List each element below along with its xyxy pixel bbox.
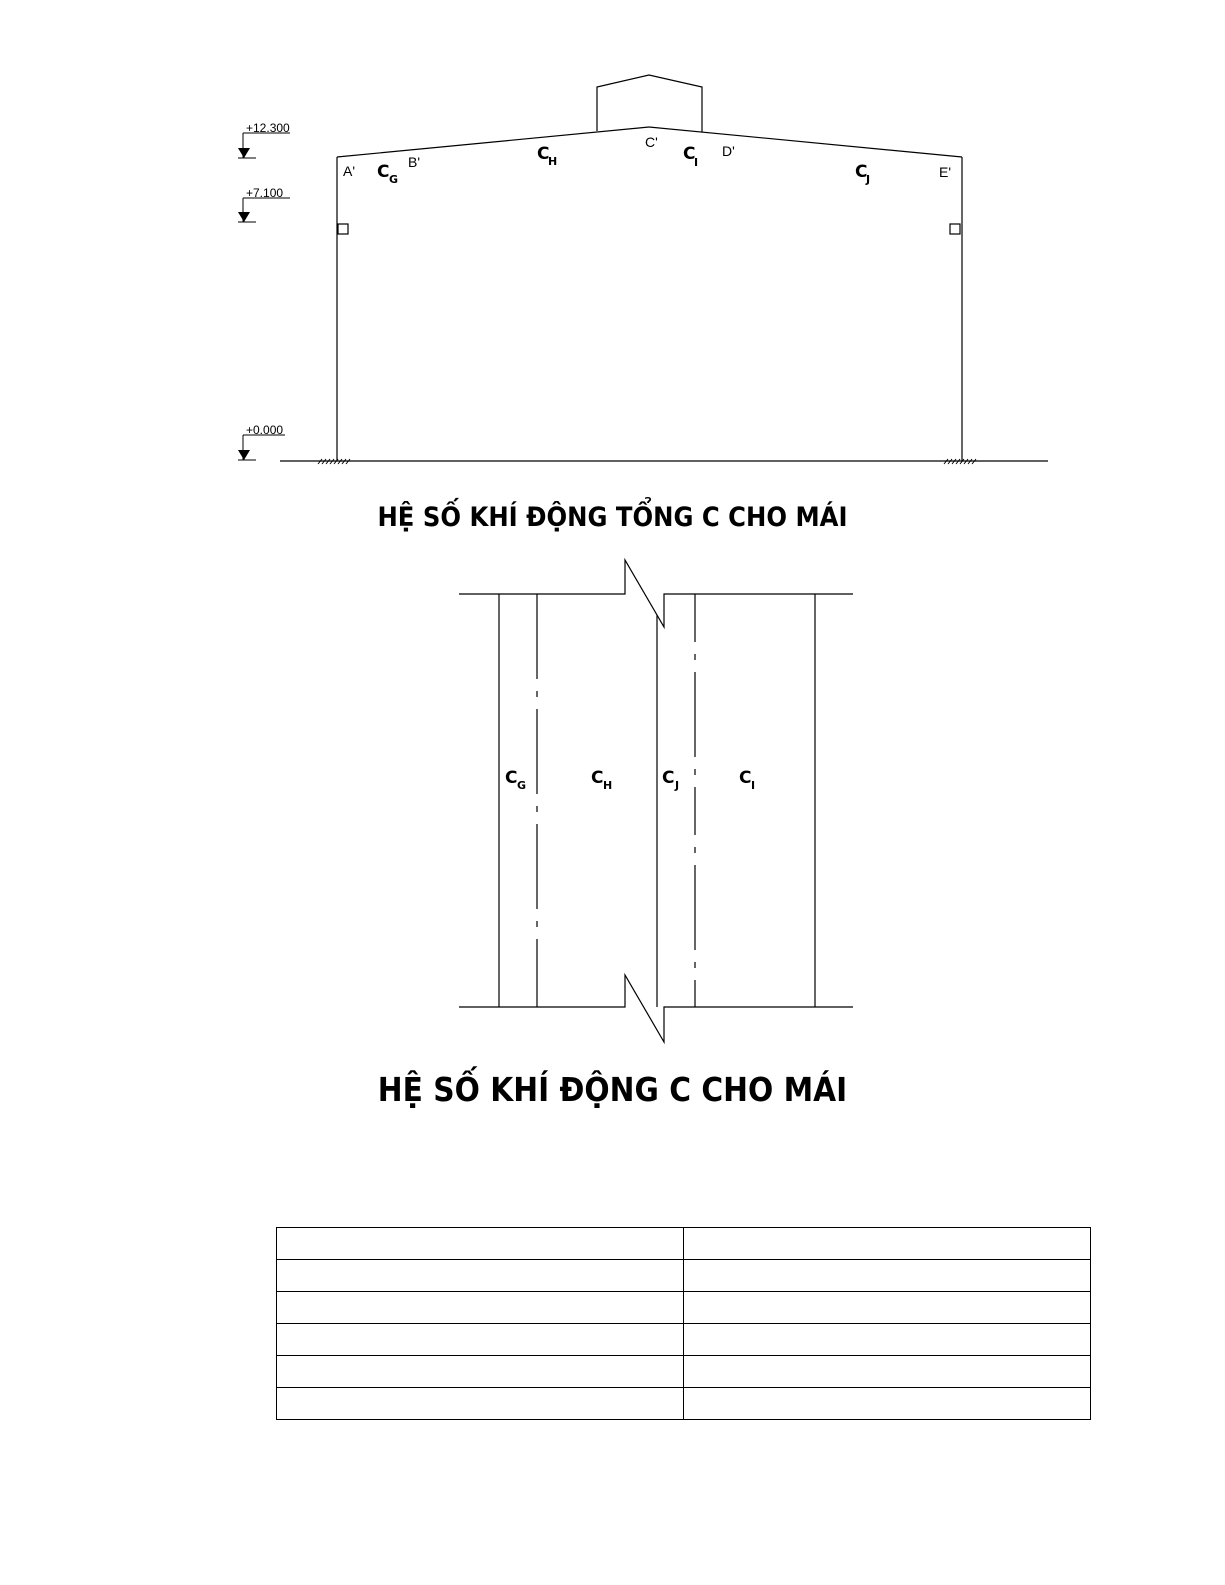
level-marker-7100 [238,186,290,222]
table-cell [684,1356,1091,1388]
ridge-vent [597,75,702,132]
coefficient-title: HỆ SỐ KHÍ ĐỘNG C CHO MÁI [377,1070,848,1109]
right-corbel [950,224,960,234]
left-rafter [337,127,649,157]
plan-coef-h [591,768,612,792]
table-row [277,1228,1091,1260]
level-label: +0.000 [246,423,284,437]
table-cell [684,1260,1091,1292]
point-d: D' [722,143,735,159]
svg-text:C: C [855,162,868,182]
table-row [277,1324,1091,1356]
table-row [277,1356,1091,1388]
plan-coef-g [505,768,526,792]
table-cell [684,1292,1091,1324]
point-c: C' [645,134,658,150]
table-row [277,1292,1091,1324]
svg-text:C: C [591,768,604,788]
svg-text:J: J [866,173,871,186]
coef-label-h [537,144,557,168]
table-row [277,1388,1091,1420]
svg-text:J: J [675,779,680,792]
table-row [277,1260,1091,1292]
coef-label-j [855,162,870,186]
point-a: A' [343,163,356,179]
table-cell [277,1228,684,1260]
table-cell [277,1388,684,1420]
coef-label-g [377,162,398,186]
table-cell [277,1324,684,1356]
left-corbel [338,224,348,234]
total-coefficient-title: HỆ SỐ KHÍ ĐỘNG TỔNG C CHO MÁI [377,502,848,533]
svg-text:C: C [662,768,675,788]
svg-text:G: G [389,173,399,186]
svg-text:C: C [377,162,390,182]
svg-text:C: C [739,768,752,788]
level-marker-0000 [238,423,285,460]
svg-text:H: H [548,155,558,168]
frame-elevation [280,75,1048,461]
table-cell [684,1324,1091,1356]
table-cell [277,1292,684,1324]
svg-text:I: I [751,779,756,792]
table-cell [684,1388,1091,1420]
plan-coef-i [739,768,755,792]
table-cell [277,1356,684,1388]
point-b: B' [408,154,421,170]
right-rafter [649,127,962,157]
level-label: +12.300 [246,121,290,135]
coefficient-table [276,1227,1091,1420]
roof-plan [459,560,853,1042]
plan-coef-j [662,768,679,792]
bottom-break-edge [459,975,853,1042]
svg-text:I: I [694,156,699,169]
svg-text:G: G [517,779,527,792]
table-cell [277,1260,684,1292]
coef-label-i [683,144,698,169]
point-e: E' [939,164,952,180]
svg-text:C: C [537,144,550,164]
table-cell [684,1228,1091,1260]
svg-text:C: C [505,768,518,788]
svg-text:C: C [683,144,696,164]
level-label: +7.100 [246,186,284,200]
top-break-edge [459,560,853,627]
svg-text:H: H [603,779,613,792]
level-marker-12300 [238,121,290,158]
